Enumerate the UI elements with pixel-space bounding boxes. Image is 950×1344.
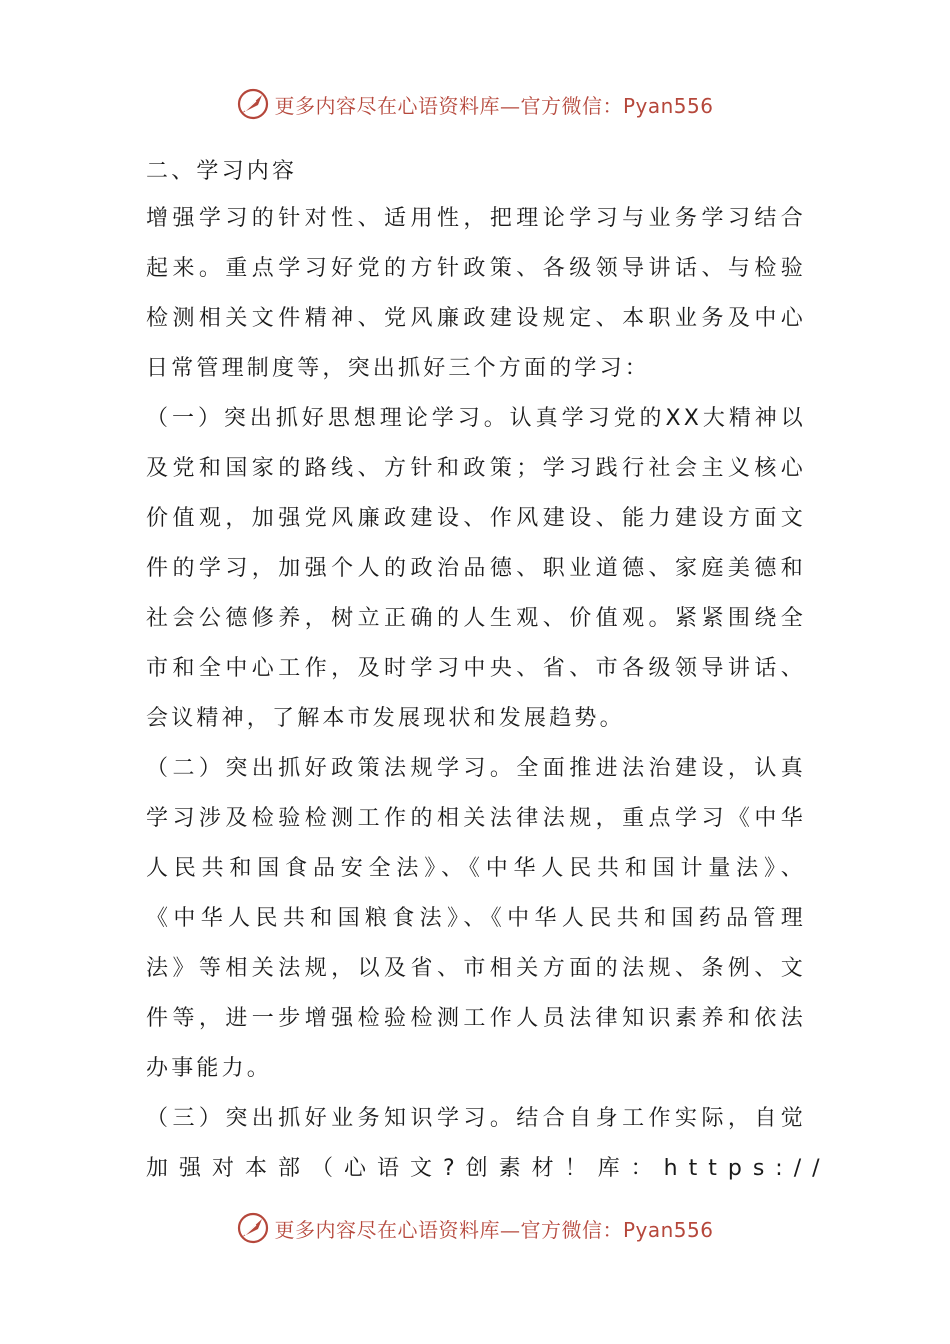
text-line: 法》等相关法规，以及省、市相关方面的法规、条例、文 (146, 956, 806, 981)
text-line: 件的学习，加强个人的政治品德、职业道德、家庭美德和 (146, 556, 806, 581)
text-line: 《中华人民共和国粮食法》、《中华人民共和国药品管理 (146, 906, 806, 931)
watermark-footer (0, 1208, 950, 1248)
text-line: 件等，进一步增强检验检测工作人员法律知识素养和依法 (146, 1006, 806, 1031)
text-line: 起来。重点学习好党的方针政策、各级领导讲话、与检验 (146, 256, 806, 281)
text-line: 会议精神，了解本市发展现状和发展趋势。 (146, 706, 625, 731)
watermark-contact: 官方微信：Pyan556 (520, 93, 714, 118)
text-line: 学习涉及检验检测工作的相关法律法规，重点学习《中华 (146, 806, 806, 831)
text-line: 人民共和国食品安全法》、《中华人民共和国计量法》、 (146, 856, 806, 881)
quill-logo-icon (236, 87, 270, 121)
text-line: （一）突出抓好思想理论学习。认真学习党的XX大精神以 (146, 406, 806, 431)
text-line: 价值观，加强党风廉政建设、作风建设、能力建设方面文 (146, 506, 806, 531)
watermark-contact: 官方微信：Pyan556 (520, 1217, 714, 1242)
text-line: 社会公德修养，树立正确的人生观、价值观。紧紧围绕全 (146, 606, 806, 631)
text-line: 日常管理制度等，突出抓好三个方面的学习： (146, 356, 651, 381)
quill-logo-icon (236, 1211, 270, 1245)
watermark-header (0, 84, 950, 124)
text-line: （二）突出抓好政策法规学习。全面推进法治建设，认真 (146, 756, 806, 781)
watermark-text: 更多内容尽在心语资料库—官方微信：Pyan556 (274, 1217, 714, 1242)
text-line: 市和全中心工作，及时学习中央、省、市各级领导讲话、 (146, 656, 806, 681)
text-line: 及党和国家的路线、方针和政策；学习践行社会主义核心 (146, 456, 806, 481)
text-line: （三）突出抓好业务知识学习。结合自身工作实际，自觉 (146, 1106, 806, 1131)
watermark-text: 更多内容尽在心语资料库—官方微信：Pyan556 (274, 93, 714, 118)
section-heading: 二、学习内容 (146, 159, 298, 184)
text-line: 检测相关文件精神、党风廉政建设规定、本职业务及中心 (146, 306, 806, 331)
document-body (146, 150, 831, 1194)
text-line: 加强对本部（心语文?创素材！库：https:// (146, 1156, 831, 1181)
text-line: 增强学习的针对性、适用性，把理论学习与业务学习结合 (146, 206, 806, 231)
text-line: 办事能力。 (146, 1056, 273, 1081)
